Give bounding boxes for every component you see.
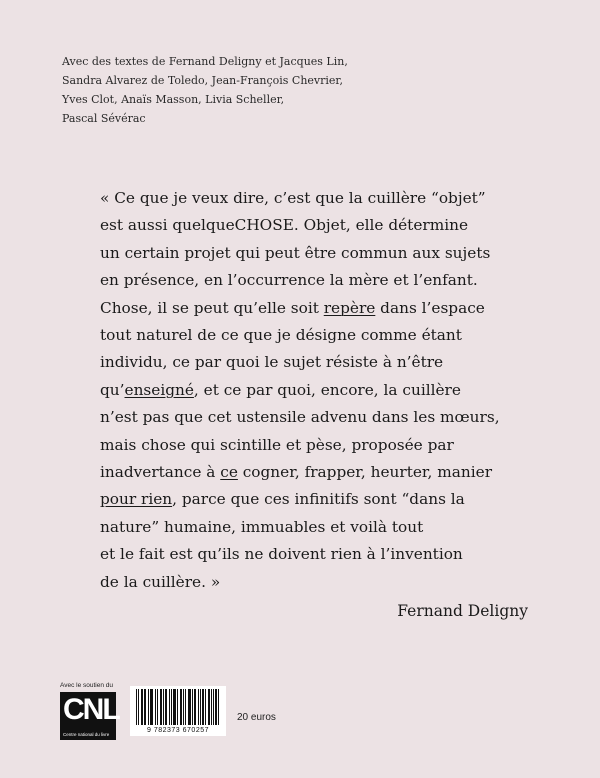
quote-text: dans l’espace — [375, 298, 485, 317]
barcode-bar — [142, 689, 143, 725]
barcode-bar — [165, 689, 166, 725]
cnl-logo — [60, 692, 119, 740]
barcode-bar — [183, 689, 184, 725]
quote-text: qu’ — [100, 380, 125, 399]
barcode-bar — [157, 689, 158, 725]
barcode-bar — [188, 689, 189, 725]
barcode-bar — [181, 689, 182, 725]
contributors-line: Avec des textes de Fernand Deligny et Jacques Lin, — [62, 55, 348, 68]
barcode-bar — [171, 689, 172, 725]
quote-text: Chose, il se peut qu’elle soit — [100, 298, 324, 317]
barcode-bar — [175, 689, 176, 725]
barcode-bar — [198, 689, 199, 725]
sponsor-support-text: Avec le soutien du — [60, 682, 113, 689]
barcode-bar — [150, 689, 151, 725]
contributors-line: Pascal Sévérac — [62, 112, 146, 125]
barcode-bar — [152, 689, 153, 725]
quote-line: est aussi quelqueCHOSE. Objet, elle détermine — [100, 216, 468, 235]
quote-text: cogner, frapper, heurter, manier — [237, 463, 493, 482]
barcode-bar — [141, 689, 142, 725]
underlined-word: ce — [220, 463, 238, 482]
cnl-logo-letters: CNL — [63, 693, 119, 726]
isbn-barcode — [130, 686, 226, 736]
contributors-line: Sandra Alvarez de Toledo, Jean-François Chevrier, — [62, 74, 343, 87]
underlined-word: enseigné — [124, 380, 194, 399]
barcode-bar — [161, 689, 162, 725]
cnl-logo-subtext: Centre national du livre — [63, 732, 110, 737]
sponsor-block — [60, 682, 120, 740]
barcode-bar — [215, 689, 216, 725]
quote-line: n’est pas que cet ustensile advenu dans les mœurs, — [100, 408, 500, 427]
barcode-bar — [177, 689, 178, 725]
barcode-bar — [208, 689, 209, 725]
barcode-number: 9 782373 670257 — [147, 727, 209, 734]
quote-text: inadvertance à — [100, 463, 221, 482]
quote-line — [100, 459, 500, 486]
barcode-bar — [163, 689, 164, 725]
quote-line: de la cuillère. » — [100, 572, 221, 591]
barcode-bar — [202, 689, 203, 725]
barcode-bar — [160, 689, 161, 725]
barcode-bar — [213, 689, 214, 725]
barcode-bar — [203, 689, 204, 725]
quote-line: tout naturel de ce que je désigne comme étant — [100, 326, 462, 345]
barcode-bar — [173, 689, 174, 725]
quote-line — [100, 377, 500, 404]
quote-block — [100, 185, 500, 596]
price: 20 euros — [237, 712, 276, 723]
barcode-bar — [211, 689, 212, 725]
barcode-bar — [185, 689, 186, 725]
barcode-bar — [174, 689, 175, 725]
quote-author: Fernand Deligny — [397, 602, 528, 620]
barcode-bar — [192, 689, 193, 725]
barcode-bar — [195, 689, 196, 725]
quote-line: en présence, en l’occurrence la mère et l’enfant. — [100, 271, 478, 290]
barcode-bar — [148, 689, 149, 725]
quote-line: et le fait est qu’ils ne doivent rien à l’invention — [100, 545, 463, 564]
barcode-bar — [200, 689, 201, 725]
barcode-bar — [136, 689, 137, 725]
quote-line — [100, 486, 500, 513]
barcode-bar — [144, 689, 145, 725]
quote-line: « Ce que je veux dire, c’est que la cuillère “objet” — [100, 189, 486, 207]
quote-line: un certain projet qui peut être commun aux sujets — [100, 243, 491, 262]
quote-line — [100, 295, 500, 322]
barcode-bar — [145, 689, 146, 725]
barcode-bar — [205, 689, 206, 725]
quote-line: nature” humaine, immuables et voilà tout — [100, 517, 424, 536]
barcode-bar — [189, 689, 190, 725]
barcode-bar — [180, 689, 181, 725]
barcode-bar — [216, 689, 217, 725]
quote-line: mais chose qui scintille et pèse, proposée par — [100, 435, 454, 454]
barcode-bar — [155, 689, 156, 725]
quote-text: , et ce par quoi, encore, la cuillère — [193, 380, 461, 399]
barcode-bar — [166, 689, 167, 725]
barcode-bar — [151, 689, 152, 725]
underlined-word: repère — [323, 298, 376, 317]
barcode-bar — [169, 689, 170, 725]
underlined-word: pour rien — [100, 490, 173, 509]
contributors-list — [62, 52, 348, 128]
quote-text: , parce que ces infinitifs sont “dans la — [172, 490, 465, 509]
barcode-bar — [190, 689, 191, 725]
barcode-bar — [218, 689, 219, 725]
barcode-bar — [194, 689, 195, 725]
quote-line: individu, ce par quoi le sujet résiste à n’être — [100, 353, 444, 372]
barcode-bar — [209, 689, 210, 725]
contributors-line: Yves Clot, Anaïs Masson, Livia Scheller, — [62, 93, 285, 106]
barcode-bars — [136, 689, 220, 725]
barcode-bar — [138, 689, 139, 725]
